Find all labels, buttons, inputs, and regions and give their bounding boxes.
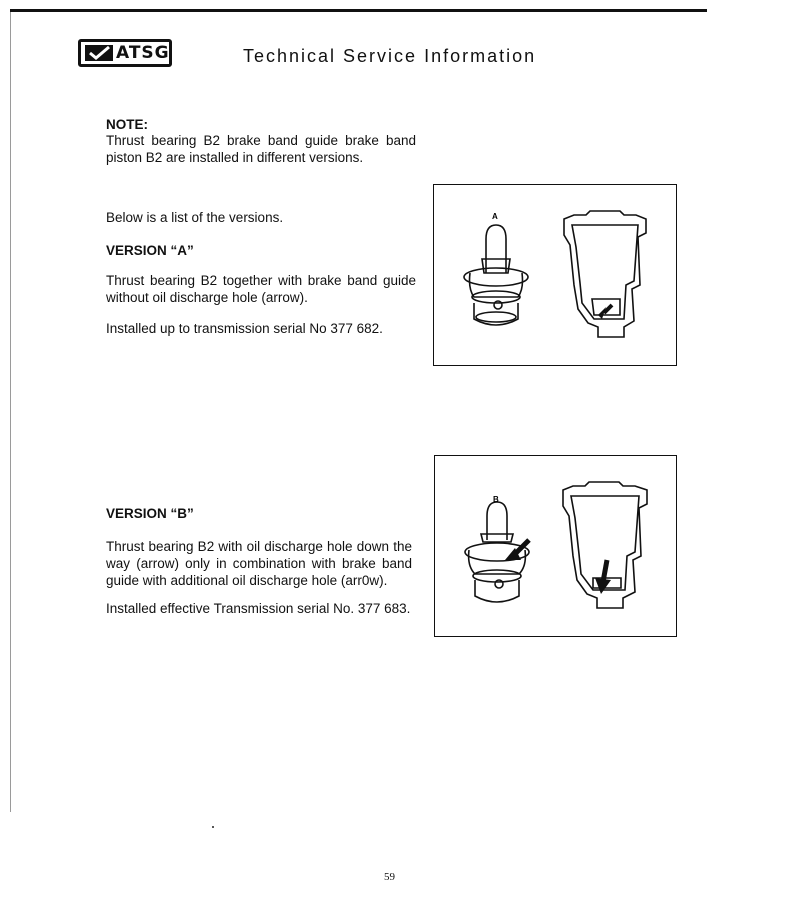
brake-band-guide-b-drawing <box>563 482 647 608</box>
note-heading: NOTE: <box>106 117 148 132</box>
version-a-figure <box>433 184 677 366</box>
atsg-logo <box>78 39 172 67</box>
version-b-description: Thrust bearing B2 with oil discharge hole down the way (arrow) only in combination with brake band guide with additional oil discharge hole (arr0w). <box>106 539 412 588</box>
scan-speck <box>212 826 214 828</box>
brake-band-guide-a-drawing <box>564 211 646 337</box>
version-a-description: Thrust bearing B2 together with brake band guide without oil discharge hole (arrow). <box>106 273 416 305</box>
header-rule <box>10 9 707 12</box>
page-number: 59 <box>384 871 395 883</box>
note-body: Thrust bearing B2 brake band guide brake band piston B2 are installed in different versions. <box>106 133 416 165</box>
version-b-figure <box>434 455 677 637</box>
arrow-icon <box>598 305 612 319</box>
page-header-title: Technical Service Information <box>243 46 537 66</box>
version-b-serial: Installed effective Transmission serial No. 377 683. <box>106 601 411 616</box>
arrow-icon <box>595 560 611 594</box>
thrust-bearing-a-drawing <box>464 225 528 325</box>
figure-b-label: B <box>493 495 499 504</box>
version-a-heading: VERSION “A” <box>106 243 194 258</box>
figure-a-label: A <box>492 212 498 221</box>
logo-text: ATSG <box>116 42 170 63</box>
checkmark-icon <box>85 44 113 62</box>
version-a-serial: Installed up to transmission serial No 377 682. <box>106 321 383 336</box>
versions-intro: Below is a list of the versions. <box>106 210 284 225</box>
page-margin-line <box>10 12 11 812</box>
version-b-heading: VERSION “B” <box>106 506 194 521</box>
